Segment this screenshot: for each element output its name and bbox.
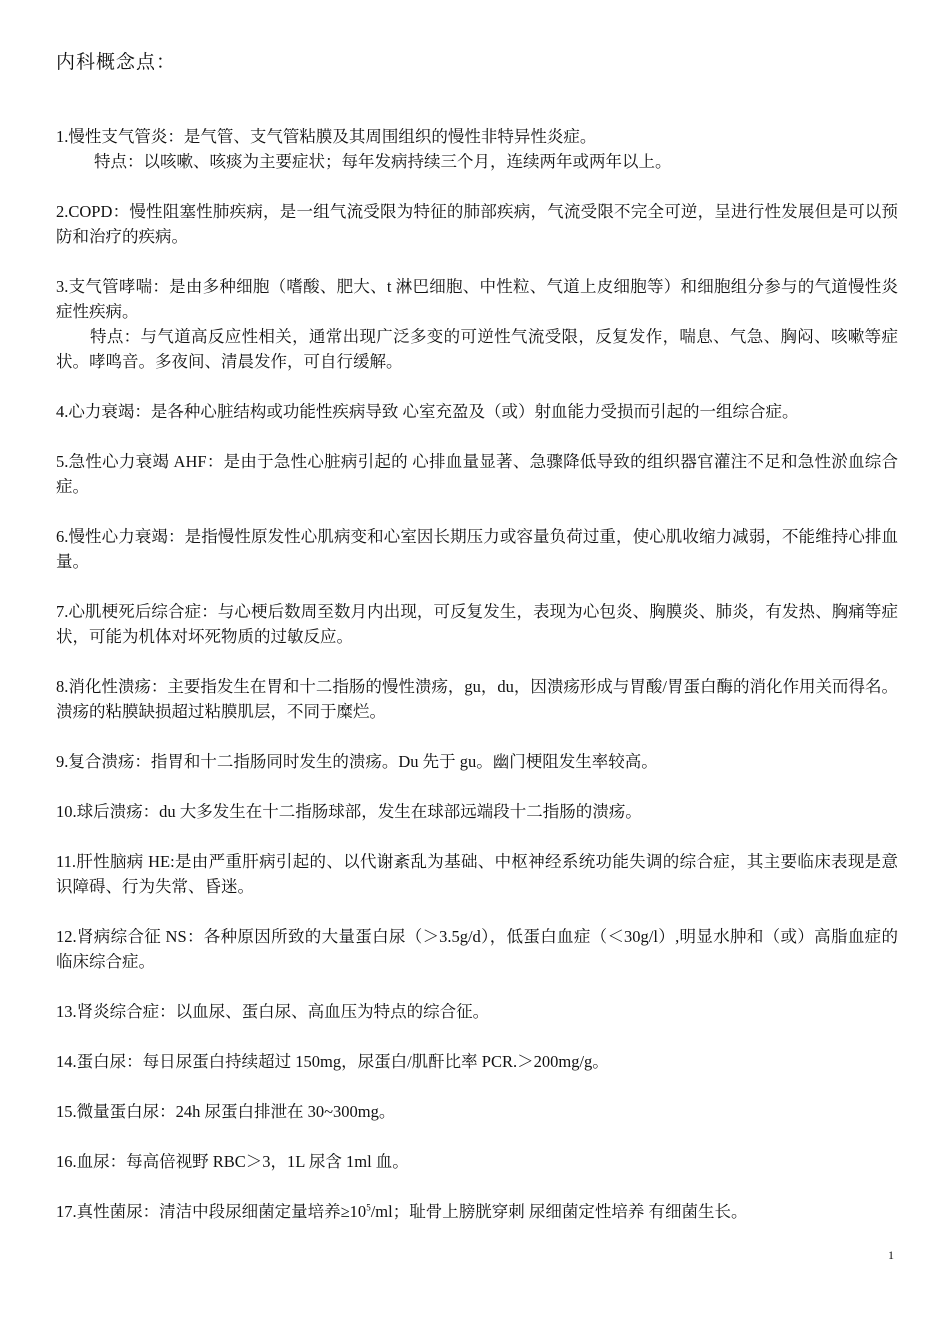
entry-11-definition: 11.肝性脑病 HE:是由严重肝病引起的、以代谢紊乱为基础、中枢神经系统功能失调的综合症，其主要临床表现是意识障碍、行为失常、昏迷。	[56, 852, 898, 896]
entry-1-note: 特点：以咳嗽、咳痰为主要症状；每年发病持续三个月，连续两年或两年以上。	[94, 152, 672, 171]
entry-10-definition: 10.球后溃疡：du 大多发生在十二指肠球部，发生在球部远端段十二指肠的溃疡。	[56, 802, 642, 821]
entry-16-definition: 16.血尿：每高倍视野 RBC＞3，1L 尿含 1ml 血。	[56, 1152, 409, 1171]
entry-14-definition: 14.蛋白尿：每日尿蛋白持续超过 150mg，尿蛋白/肌酐比率 PCR.＞200mg/g。	[56, 1052, 609, 1071]
entry-4	[56, 399, 898, 424]
page-number: 1	[888, 1248, 894, 1262]
entry-11	[56, 849, 898, 899]
entry-17-exponent: 5	[366, 1202, 371, 1213]
entry-17-text-start: 17.真性菌尿：清洁中段尿细菌定量培养≥10	[56, 1202, 367, 1221]
entry-12-definition: 12.肾病综合征 NS：各种原因所致的大量蛋白尿（＞3.5g/d），低蛋白血症（＜30g/l）,明显水肿和（或）高脂血症的临床综合症。	[56, 927, 898, 971]
entry-1-definition: 1.慢性支气管炎：是气管、支气管粘膜及其周围组织的慢性非特异性炎症。	[56, 127, 597, 146]
page-title: 内科概念点：	[56, 52, 177, 73]
entry-16	[56, 1149, 898, 1174]
entry-4-definition: 4.心力衰竭：是各种心脏结构或功能性疾病导致 心室充盈及（或）射血能力受损而引起的一组综合症。	[56, 402, 799, 421]
entry-7	[56, 599, 898, 649]
entry-7-definition: 7.心肌梗死后综合症：与心梗后数周至数月内出现，可反复发生，表现为心包炎、胸膜炎、肺炎，有发热、胸痛等症状，可能为机体对坏死物质的过敏反应。	[56, 602, 898, 646]
entry-6	[56, 524, 898, 574]
entry-3-note: 特点：与气道高反应性相关，通常出现广泛多变的可逆性气流受限，反复发作，喘息、气急、胸闷、咳嗽等症状。哮鸣音。多夜间、清晨发作，可自行缓解。	[56, 327, 898, 371]
entry-17	[56, 1199, 898, 1224]
entry-5-definition: 5.急性心力衰竭 AHF：是由于急性心脏病引起的 心排血量显著、急骤降低导致的组织器官灌注不足和急性淤血综合症。	[56, 452, 898, 496]
entry-3-definition: 3.支气管哮喘：是由多种细胞（嗜酸、肥大、t 淋巴细胞、中性粒、气道上皮细胞等）和细胞组分参与的气道慢性炎症性疾病。	[56, 277, 898, 321]
entry-2-definition: 2.COPD：慢性阻塞性肺疾病，是一组气流受限为特征的肺部疾病，气流受限不完全可逆，呈进行性发展但是可以预防和治疗的疾病。	[56, 202, 898, 246]
entry-9	[56, 749, 898, 774]
entry-14	[56, 1049, 898, 1074]
entry-6-definition: 6.慢性心力衰竭：是指慢性原发性心肌病变和心室因长期压力或容量负荷过重，使心肌收缩力减弱，不能维持心排血量。	[56, 527, 898, 571]
entry-15-definition: 15.微量蛋白尿：24h 尿蛋白排泄在 30~300mg。	[56, 1102, 396, 1121]
entry-1	[56, 124, 898, 174]
entry-8	[56, 674, 898, 724]
entry-12	[56, 924, 898, 974]
entry-10	[56, 799, 898, 824]
entry-15	[56, 1099, 898, 1124]
entry-2	[56, 199, 898, 249]
document-body	[56, 124, 898, 1249]
entry-17-definition	[56, 1199, 898, 1224]
entry-13	[56, 999, 898, 1024]
entry-8-definition: 8.消化性溃疡：主要指发生在胃和十二指肠的慢性溃疡，gu，du，因溃疡形成与胃酸/胃蛋白酶的消化作用关而得名。溃疡的粘膜缺损超过粘膜肌层，不同于糜烂。	[56, 677, 898, 721]
entry-13-definition: 13.肾炎综合症：以血尿、蛋白尿、高血压为特点的综合征。	[56, 1002, 490, 1021]
entry-17-text-end: /ml；耻骨上膀胱穿刺 尿细菌定性培养 有细菌生长。	[370, 1202, 748, 1221]
entry-5	[56, 449, 898, 499]
entry-9-definition: 9.复合溃疡：指胃和十二指肠同时发生的溃疡。Du 先于 gu。幽门梗阻发生率较高。	[56, 752, 658, 771]
entry-3	[56, 274, 898, 374]
